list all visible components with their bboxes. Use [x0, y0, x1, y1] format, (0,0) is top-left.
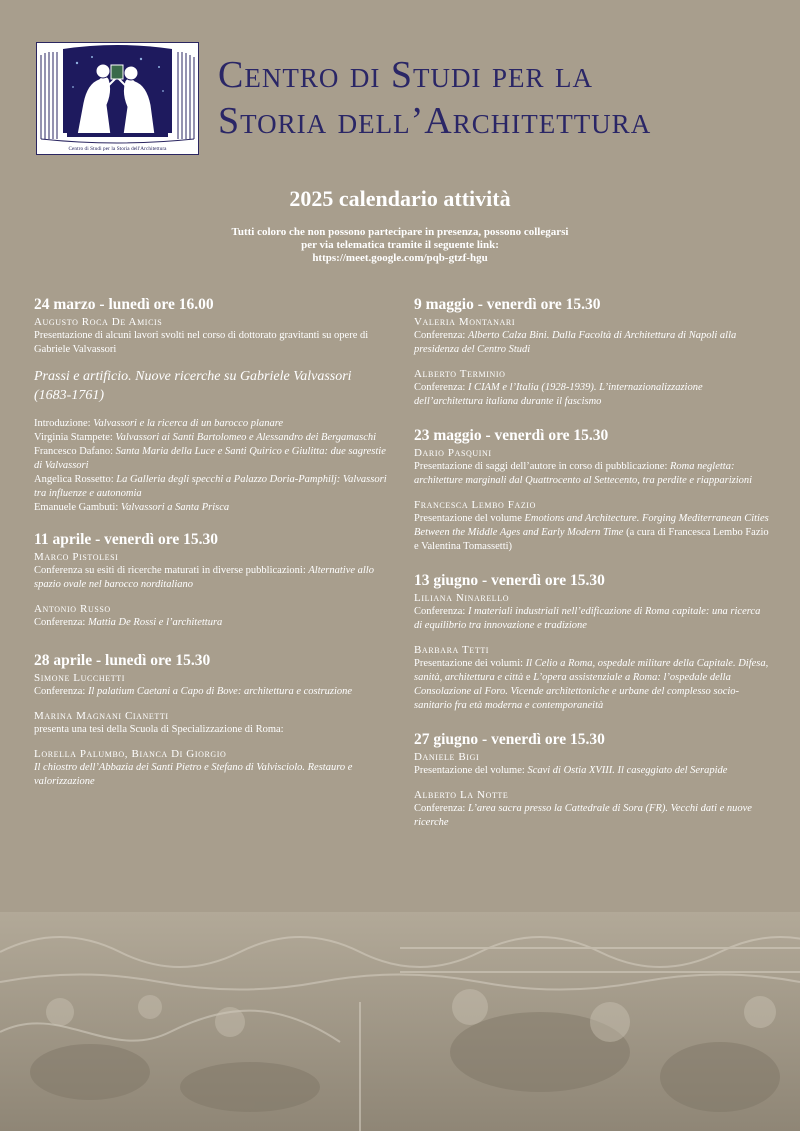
event-27-giugno	[414, 731, 770, 830]
speaker-name: Marco Pistolesi	[34, 551, 119, 563]
meet-link[interactable]: https://meet.google.com/pqb-gtzf-hgu	[312, 252, 488, 264]
event-description: Presentazione di alcuni lavori svolti nel corso di dottorato gravitanti su opere di Gabriele Valvassori	[34, 330, 369, 355]
organization-title-line-2: Storia dell’Architettura	[218, 100, 652, 142]
header	[36, 42, 776, 157]
event-description: Conferenza: Alberto Calza Bini. Dalla Facoltà di Architettura di Napoli alla presidenza del Centro Studi	[414, 330, 737, 355]
program-line: Francesco Dafano: Santa Maria della Luce e Santi Quirico e Giulitta: due sagrestie di Valvassori	[34, 446, 386, 471]
right-column	[414, 296, 770, 844]
event-description: Presentazione di saggi dell’autore in corso di pubblicazione: Roma negletta: architetture marginali dal Quattrocento al Settecento, tra perdite e riapparizioni	[414, 461, 753, 486]
event-description: Presentazione del volume Emotions and Architecture. Forging Mediterranean Cities Between the Middle Ages and Early Modern Time (a cura di Francesca Lembo Fazio e Valentina Tomassetti)	[414, 513, 769, 552]
event-subtitle: Prassi e artificio. Nuove ricerche su Gabriele Valvassori (1683-1761)	[34, 369, 352, 403]
speaker-name: Daniele Bigi	[414, 751, 480, 763]
event-date: 13 giugno - venerdì ore 15.30	[414, 572, 605, 589]
event-date: 24 marzo - lunedì ore 16.00	[34, 296, 214, 313]
logo-emblem-icon	[37, 43, 198, 154]
speaker-name: Liliana Ninarello	[414, 592, 510, 604]
event-date: 28 aprile - lunedì ore 15.30	[34, 652, 211, 669]
program-line: Emanuele Gambuti: Valvassori a Santa Prisca	[34, 502, 230, 513]
notice-line-2: per via telematica tramite il seguente link:	[301, 239, 499, 251]
notice-line-1: Tutti coloro che non possono partecipare in presenza, possono collegarsi	[231, 226, 569, 238]
event-date: 9 maggio - venerdì ore 15.30	[414, 296, 601, 313]
event-date: 23 maggio - venerdì ore 15.30	[414, 427, 609, 444]
speaker-name: Antonio Russo	[34, 603, 111, 615]
speaker-name: Marina Magnani Cianetti	[34, 710, 169, 722]
program-line: Introduzione: Valvassori e la ricerca di un barocco planare	[34, 418, 284, 429]
event-9-maggio	[414, 296, 770, 409]
logo-caption: Centro di Studi per la Storia dell'Architettura	[68, 146, 167, 152]
speaker-name: Simone Lucchetti	[34, 672, 125, 684]
event-description: Conferenza: I materiali industriali nell’edificazione di Roma capitale: una ricerca di equilibrio tra innovazione e tradizione	[414, 606, 761, 631]
stone-relief-image	[0, 912, 800, 1131]
program-line: Angelica Rossetto: La Galleria degli specchi a Palazzo Doria-Pamphilj: Valvassori tra influenze e autonomia	[34, 474, 387, 499]
speaker-name: Alberto La Notte	[414, 789, 509, 801]
event-description: presenta una tesi della Scuola di Specializzazione di Roma:	[34, 724, 284, 735]
event-description: Conferenza su esiti di ricerche maturati in diverse pubblicazioni: Alternative allo spazio ovale nel barocco norditaliano	[34, 565, 374, 590]
logo	[36, 42, 199, 155]
event-description: Conferenza: I CIAM e l’Italia (1928-1939). L’internazionalizzazione dell’architettura italiana durante il fascismo	[414, 382, 703, 407]
event-13-giugno	[414, 572, 770, 713]
event-description: Il chiostro dell’Abbazia dei Santi Pietro e Stefano di Valvisciolo. Restauro e valorizzazione	[34, 762, 353, 787]
speaker-name: Lorella Palumbo, Bianca Di Giorgio	[34, 748, 227, 760]
event-11-aprile	[34, 531, 389, 630]
organization-title	[218, 52, 778, 144]
remote-notice	[0, 226, 800, 265]
speaker-name: Alberto Terminio	[414, 368, 506, 380]
event-24-marzo	[34, 296, 389, 515]
event-description: Conferenza: L’area sacra presso la Cattedrale di Sora (FR). Vecchi dati e nuove ricerche	[414, 803, 752, 828]
speaker-name: Francesca Lembo Fazio	[414, 499, 536, 511]
page-title: 2025 calendario attività	[289, 186, 511, 211]
speaker-name: Augusto Roca De Amicis	[34, 316, 163, 328]
speaker-name: Dario Pasquini	[414, 447, 492, 459]
event-date: 27 giugno - venerdì ore 15.30	[414, 731, 605, 748]
event-23-maggio	[414, 427, 770, 554]
event-date: 11 aprile - venerdì ore 15.30	[34, 531, 218, 548]
event-description: Conferenza: Il palatium Caetani a Capo di Bove: architettura e costruzione	[34, 686, 353, 697]
organization-title-line-1: Centro di Studi per la	[218, 54, 593, 96]
event-description: Presentazione del volume: Scavi di Ostia XVIII. Il caseggiato del Serapide	[414, 765, 728, 776]
speaker-name: Valeria Montanari	[414, 316, 516, 328]
speaker-name: Barbara Tetti	[414, 644, 490, 656]
event-description: Presentazione dei volumi: Il Celio a Roma, ospedale militare della Capitale. Difesa, sanità, architettura e città e L’opera assistenziale a Roma: l’ospedale della Consolazione al Foro. Vicende architettoniche e urbane del complesso socio-sanitario fra età moderna e contemporaneità	[414, 658, 769, 711]
event-description: Conferenza: Mattia De Rossi e l’architettura	[34, 617, 223, 628]
left-column	[34, 296, 389, 803]
event-28-aprile	[34, 652, 389, 789]
program-line: Virginia Stampete: Valvassori ai Santi Bartolomeo e Alessandro dei Bergamaschi	[34, 432, 377, 443]
